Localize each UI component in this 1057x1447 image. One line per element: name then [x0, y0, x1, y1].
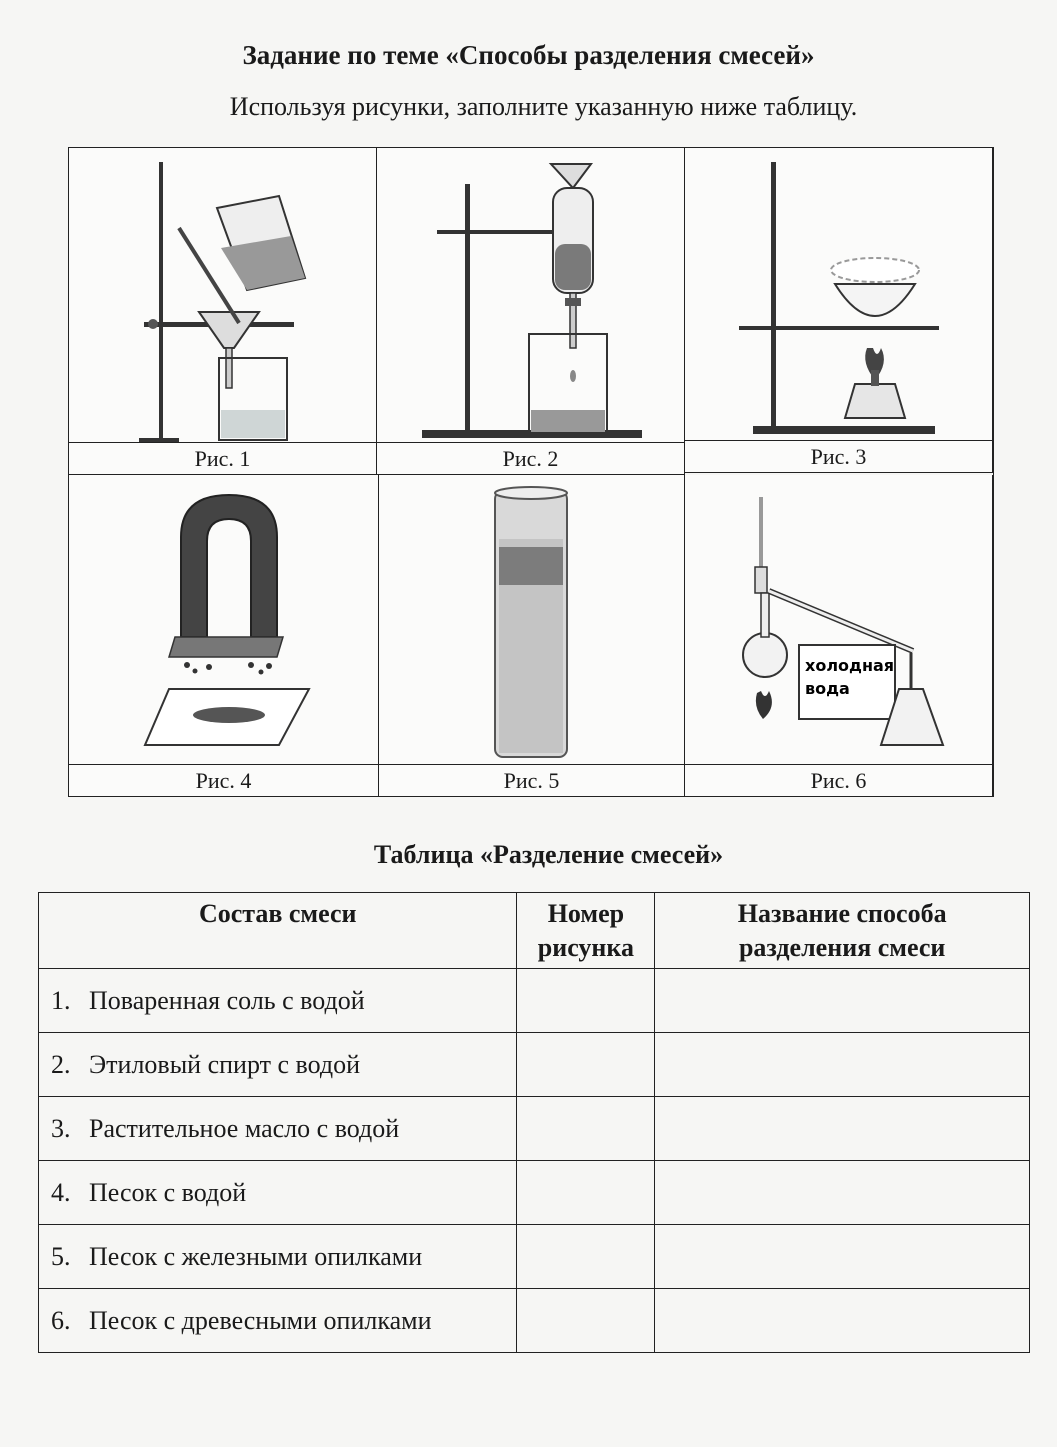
- method-name-cell[interactable]: [655, 1097, 1030, 1161]
- composition-text: Песок с водой: [89, 1177, 247, 1207]
- header-figure-number-line1: Номер: [547, 899, 625, 928]
- composition-text: Растительное масло с водой: [89, 1113, 400, 1143]
- figure-4-caption: Рис. 4: [69, 764, 378, 796]
- settling-cylinder-image: [379, 475, 683, 765]
- row-number: 5.: [51, 1241, 71, 1271]
- composition-cell: [39, 1097, 517, 1161]
- cold-water-label-line1: холодная: [805, 656, 895, 675]
- figure-5: [379, 475, 685, 797]
- header-method-name: [655, 893, 1030, 969]
- table-title: Таблица «Разделение смесей»: [373, 840, 724, 869]
- figure-3-caption: Рис. 3: [685, 440, 992, 472]
- composition-cell: [39, 1161, 517, 1225]
- figure-number-cell[interactable]: [517, 1289, 655, 1353]
- header-composition: Состав смеси: [39, 893, 517, 969]
- separatory-funnel-image: [377, 148, 683, 444]
- evaporation-apparatus-image: [685, 148, 991, 442]
- method-name-cell[interactable]: [655, 969, 1030, 1033]
- figure-number-cell[interactable]: [517, 969, 655, 1033]
- composition-cell: [39, 1289, 517, 1353]
- method-name-cell[interactable]: [655, 1161, 1030, 1225]
- figure-5-caption: Рис. 5: [379, 764, 684, 796]
- task-instruction: Используя рисунки, заполните указанную ниже таблицу.: [229, 92, 858, 121]
- magnet-separation-image: [69, 475, 377, 765]
- composition-cell: [39, 969, 517, 1033]
- row-number: 6.: [51, 1305, 71, 1335]
- table-row: [39, 1033, 1030, 1097]
- figure-1-caption: Рис. 1: [69, 442, 376, 474]
- table-row: [39, 1289, 1030, 1353]
- table-row: [39, 969, 1030, 1033]
- method-name-cell[interactable]: [655, 1289, 1030, 1353]
- table-row: [39, 1097, 1030, 1161]
- filtration-apparatus-image: [69, 148, 375, 444]
- header-method-name-line1: Название способа: [737, 899, 947, 928]
- figure-2-caption: Рис. 2: [377, 442, 684, 474]
- distillation-apparatus-image: [685, 475, 991, 765]
- page-title: Задание по теме «Способы разделения смесей»: [242, 40, 815, 70]
- row-number: 4.: [51, 1177, 71, 1207]
- table-header-row: [39, 893, 1030, 969]
- separation-table: [38, 892, 1030, 1353]
- table-row: [39, 1225, 1030, 1289]
- composition-text: Этиловый спирт с водой: [89, 1049, 360, 1079]
- figure-2: [377, 148, 685, 475]
- header-figure-number: [517, 893, 655, 969]
- method-name-cell[interactable]: [655, 1033, 1030, 1097]
- header-method-name-line2: разделения смеси: [738, 933, 946, 962]
- figure-6: [685, 475, 993, 797]
- figure-number-cell[interactable]: [517, 1033, 655, 1097]
- row-number: 3.: [51, 1113, 71, 1143]
- figure-6-caption: Рис. 6: [685, 764, 992, 796]
- row-number: 2.: [51, 1049, 71, 1079]
- figure-1: [69, 148, 377, 475]
- figures-grid: [68, 147, 994, 797]
- figure-number-cell[interactable]: [517, 1225, 655, 1289]
- figure-number-cell[interactable]: [517, 1161, 655, 1225]
- composition-text: Песок с древесными опилками: [89, 1305, 432, 1335]
- composition-text: Песок с железными опилками: [89, 1241, 423, 1271]
- composition-cell: [39, 1033, 517, 1097]
- figure-number-cell[interactable]: [517, 1097, 655, 1161]
- composition-text: Поваренная соль с водой: [89, 985, 365, 1015]
- method-name-cell[interactable]: [655, 1225, 1030, 1289]
- header-figure-number-line2: рисунка: [537, 933, 635, 962]
- table-row: [39, 1161, 1030, 1225]
- composition-cell: [39, 1225, 517, 1289]
- cold-water-label-line2: вода: [805, 679, 850, 698]
- row-number: 1.: [51, 985, 71, 1015]
- figure-4: [69, 475, 379, 797]
- figure-3: [685, 148, 993, 473]
